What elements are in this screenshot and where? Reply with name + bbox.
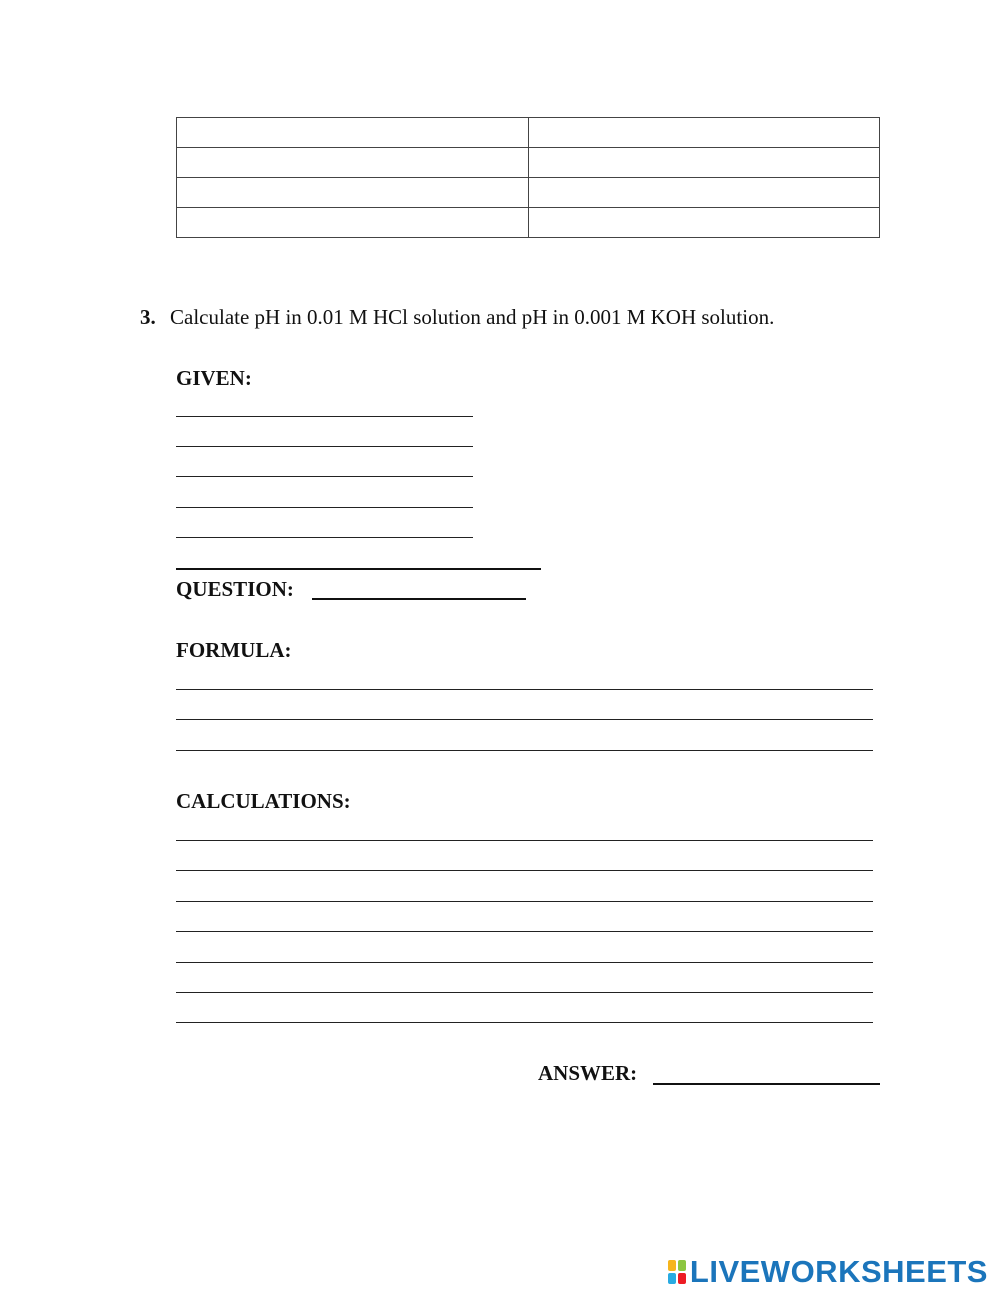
calculations-answer-line[interactable] bbox=[176, 931, 873, 932]
formula-answer-line[interactable] bbox=[176, 719, 873, 720]
given-answer-line[interactable] bbox=[176, 568, 541, 570]
table-cell[interactable] bbox=[177, 148, 529, 178]
table-cell[interactable] bbox=[177, 178, 529, 208]
table-row bbox=[177, 148, 880, 178]
given-answer-line[interactable] bbox=[176, 446, 473, 447]
given-answer-line[interactable] bbox=[176, 537, 473, 538]
answer-label: ANSWER: bbox=[538, 1061, 638, 1085]
calculations-answer-line[interactable] bbox=[176, 870, 873, 871]
given-answer-line[interactable] bbox=[176, 476, 473, 477]
calculations-label: CALCULATIONS: bbox=[176, 789, 351, 813]
question-answer-line[interactable] bbox=[312, 598, 526, 600]
table-cell[interactable] bbox=[177, 118, 529, 148]
table-cell[interactable] bbox=[528, 148, 880, 178]
formula-answer-line[interactable] bbox=[176, 689, 873, 690]
table-cell[interactable] bbox=[528, 118, 880, 148]
table-row bbox=[177, 118, 880, 148]
answer-line[interactable] bbox=[653, 1083, 880, 1085]
calculations-answer-line[interactable] bbox=[176, 840, 873, 841]
table-cell[interactable] bbox=[177, 208, 529, 238]
given-label: GIVEN: bbox=[176, 366, 252, 390]
given-answer-line[interactable] bbox=[176, 507, 473, 508]
formula-answer-line[interactable] bbox=[176, 750, 873, 751]
calculations-answer-line[interactable] bbox=[176, 901, 873, 902]
answer-table bbox=[176, 117, 880, 238]
formula-label: FORMULA: bbox=[176, 638, 292, 662]
question-number: 3. bbox=[140, 305, 156, 329]
calculations-answer-line[interactable] bbox=[176, 992, 873, 993]
liveworksheets-logo bbox=[668, 1254, 988, 1290]
liveworksheets-logo-icon bbox=[668, 1260, 686, 1284]
calculations-answer-line[interactable] bbox=[176, 1022, 873, 1023]
table-row bbox=[177, 208, 880, 238]
question-label: QUESTION: bbox=[176, 577, 294, 601]
table-row bbox=[177, 178, 880, 208]
table-cell[interactable] bbox=[528, 208, 880, 238]
given-answer-line[interactable] bbox=[176, 416, 473, 417]
table-cell[interactable] bbox=[528, 178, 880, 208]
liveworksheets-wordmark: LIVEWORKSHEETS bbox=[689, 1254, 988, 1289]
question-text: Calculate pH in 0.01 M HCl solution and pH in 0.001 M KOH solution. bbox=[170, 305, 775, 329]
calculations-answer-line[interactable] bbox=[176, 962, 873, 963]
